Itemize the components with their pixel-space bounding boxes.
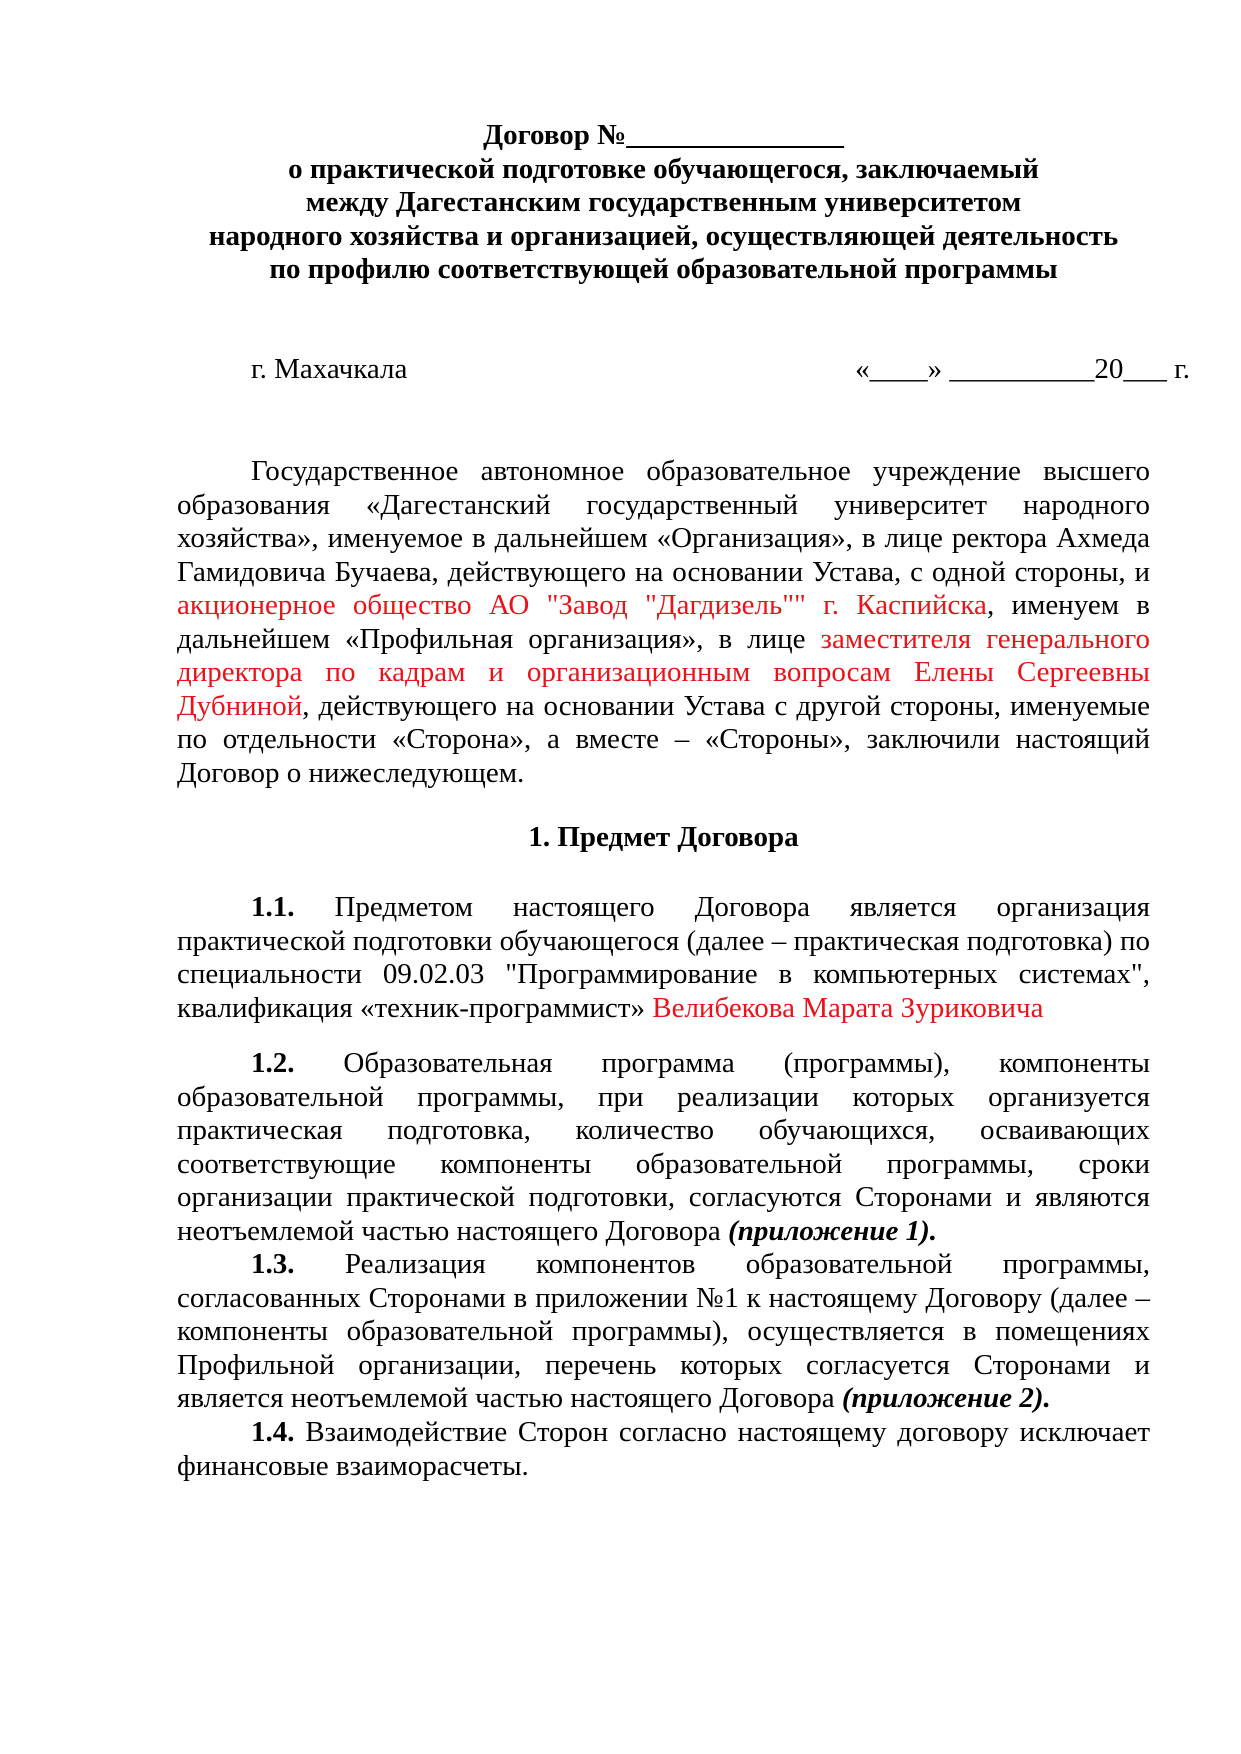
city: г. Махачкала bbox=[251, 353, 408, 385]
text-line bbox=[177, 1282, 1150, 1316]
text-line bbox=[177, 1148, 1150, 1182]
title-line: по профилю соответствующей образовательной программы bbox=[269, 253, 1058, 285]
text-segment: Договор о нижеследующем. bbox=[177, 756, 525, 789]
text-line bbox=[177, 690, 1150, 724]
text-segment: образовательной программы, при реализации которых организуется bbox=[177, 1080, 1150, 1113]
text-segment: Образовательная программа (программы), компоненты bbox=[294, 1047, 1150, 1079]
text-line bbox=[177, 1315, 1150, 1349]
text-line bbox=[177, 1349, 1150, 1383]
highlighted-text: Велибекова Марата Зуриковича bbox=[652, 991, 1044, 1024]
emphasis-text: 1.1. bbox=[251, 891, 295, 923]
contract-date: «____» __________20___ г. bbox=[855, 353, 1190, 385]
highlighted-text: директора по кадрам и организационным вопросам Елены Сергеевны bbox=[177, 656, 1150, 688]
text-segment: , действующего на основании Устава с другой стороны, именуемые bbox=[302, 689, 1150, 722]
text-line bbox=[177, 556, 1150, 590]
text-segment: , именуем в bbox=[986, 589, 1150, 621]
text-line bbox=[177, 623, 1150, 657]
text-line bbox=[177, 489, 1150, 523]
clause-1-3 bbox=[177, 1248, 1150, 1416]
document-title bbox=[177, 119, 1150, 287]
clause-1-1 bbox=[177, 891, 1150, 1025]
text-segment: Гамидовича Бучаева, действующего на основании Устава, с одной стороны, и bbox=[177, 555, 1150, 588]
text-segment: квалификация «техник-программист» bbox=[177, 991, 653, 1024]
emphasis-text: (приложение 1). bbox=[728, 1214, 937, 1247]
text-line bbox=[177, 1047, 1150, 1081]
text-segment: Взаимодействие Сторон согласно настоящему договору исключает bbox=[294, 1416, 1150, 1448]
section-heading: 1. Предмет Договора bbox=[528, 821, 799, 853]
place-date-line bbox=[177, 353, 1190, 387]
title-line: о практической подготовке обучающегося, заключаемый bbox=[288, 152, 1039, 185]
text-segment: специальности 09.02.03 "Программирование в компьютерных системах", bbox=[177, 958, 1150, 990]
text-line bbox=[177, 1215, 1150, 1249]
text-line bbox=[177, 656, 1150, 690]
text-line bbox=[177, 925, 1150, 959]
text-segment: практическая подготовка, количество обучающихся, осваивающих bbox=[177, 1114, 1150, 1146]
text-segment: согласованных Сторонами в приложении №1 к настоящему Договору (далее – bbox=[177, 1281, 1150, 1314]
preamble-paragraph bbox=[177, 455, 1150, 790]
text-line bbox=[177, 522, 1150, 556]
text-segment: неотъемлемой частью настоящего Договора bbox=[177, 1214, 729, 1247]
emphasis-text: (приложение 2). bbox=[841, 1382, 1051, 1414]
text-segment: Профильной организации, перечень которых согласуется Сторонами и bbox=[177, 1348, 1150, 1381]
text-segment: Предметом настоящего Договора является организация bbox=[294, 891, 1150, 923]
highlighted-text: заместителя генерального bbox=[820, 622, 1151, 655]
text-line bbox=[177, 1248, 1150, 1282]
title-line: Договор №_______________ bbox=[483, 119, 844, 151]
text-segment: дальнейшем «Профильная организация», в лице bbox=[177, 622, 821, 655]
text-line bbox=[177, 891, 1150, 925]
text-segment: финансовые взаиморасчеты. bbox=[177, 1449, 529, 1482]
emphasis-text: 1.4. bbox=[251, 1416, 295, 1448]
text-line bbox=[177, 1181, 1150, 1215]
text-segment: соответствующие компоненты образовательной программы, сроки bbox=[177, 1147, 1150, 1180]
text-line bbox=[177, 992, 1150, 1026]
text-line bbox=[177, 958, 1150, 992]
text-segment: образования «Дагестанский государственный университет народного bbox=[177, 488, 1150, 521]
text-segment: по отдельности «Сторона», а вместе – «Стороны», заключили настоящий bbox=[177, 723, 1150, 755]
text-line bbox=[177, 1114, 1150, 1148]
highlighted-text: Дубниной bbox=[177, 689, 303, 722]
text-line bbox=[177, 1416, 1150, 1450]
text-line bbox=[177, 757, 1150, 791]
text-segment: компоненты образовательной программы), осуществляется в помещениях bbox=[177, 1315, 1150, 1347]
title-line: между Дагестанским государственным университетом bbox=[305, 186, 1022, 218]
text-line bbox=[177, 589, 1150, 623]
text-segment: хозяйства», именуемое в дальнейшем «Организация», в лице ректора Ахмеда bbox=[177, 522, 1150, 554]
text-segment: является неотъемлемой частью настоящего Договора bbox=[177, 1382, 842, 1414]
text-segment: практической подготовки обучающегося (далее – практическая подготовка) по bbox=[177, 924, 1150, 957]
emphasis-text: 1.3. bbox=[251, 1248, 295, 1280]
text-segment: Государственное автономное образовательное учреждение высшего bbox=[251, 455, 1150, 487]
text-line bbox=[177, 1382, 1150, 1416]
highlighted-text: акционерное общество АО "Завод "Дагдизель"" г. Каспийска bbox=[177, 589, 987, 621]
text-line bbox=[177, 455, 1150, 489]
text-segment: организации практической подготовки, согласуются Сторонами и являются bbox=[177, 1181, 1150, 1213]
text-line bbox=[177, 1450, 1150, 1484]
text-line bbox=[177, 723, 1150, 757]
title-line: народного хозяйства и организацией, осуществляющей деятельность bbox=[208, 219, 1119, 252]
clause-1-4 bbox=[177, 1416, 1150, 1483]
text-line bbox=[177, 1081, 1150, 1115]
emphasis-text: 1.2. bbox=[251, 1047, 295, 1079]
text-segment: Реализация компонентов образовательной программы, bbox=[294, 1248, 1150, 1280]
clause-1-2 bbox=[177, 1047, 1150, 1248]
